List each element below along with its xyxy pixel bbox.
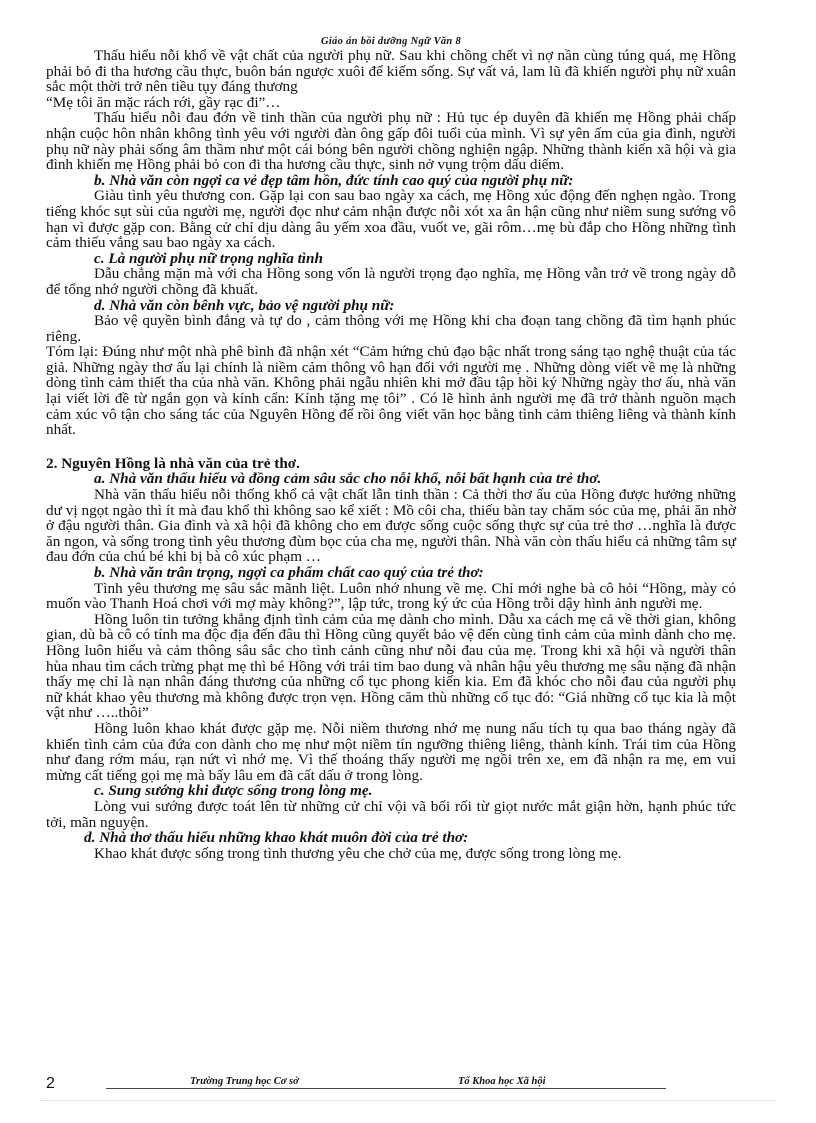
paragraph-9: Hồng luôn khao khát được gặp mẹ. Nỗi niềm thương nhớ mẹ nung nấu tích tụ qua bao tháng ngày đã khiến tình cảm của đứa con dành cho mẹ như một niềm tín ngưỡng thiêng liêng, thành kính. Trái tim của Hồng như đang rớm máu, rạn nứt vì nhớ mẹ. Vì thế thoáng thấy người mẹ ngồi trên xe, em đã nhận ra mẹ, em vui mừng cất tiếng gọi mẹ mà bấy lâu em đã cất dấu ở trong lòng. xyxy=(46,719,736,784)
page-number: 2 xyxy=(46,1075,55,1092)
paragraph-3: Giàu tình yêu thương con. Gặp lại con sau bao ngày xa cách, mẹ Hồng xúc động đến nghẹn ngào. Trong tiếng khóc sụt sùi của người mẹ, người đọc như cảm nhận được nỗi xót xa ân hận cũng như niềm sung sướng vô hạn vì được gặp con. Bằng cử chỉ dịu dàng âu yếm xoa đầu, vuốt ve, gãi rôm…mẹ bù đắp cho Hồng những tình cảm thiếu vắng sau bao ngày xa cách. xyxy=(46,187,736,252)
subheading-c: c. Là người phụ nữ trọng nghĩa tình xyxy=(94,249,323,267)
paragraph-quote-1: “Mẹ tôi ăn mặc rách rới, gầy rạc đi”… xyxy=(46,93,281,111)
paragraph-summary: Tóm lại: Đúng như một nhà phê bình đã nhận xét “Cảm hứng chủ đạo bậc nhất trong sáng tạo nghệ thuật của tác giả. Những ngày thơ ấu lại chính là niềm cảm thông vô hạn đối với người mẹ . Những dòng viết về mẹ là những dòng tình cảm thiết tha của nhà văn. Không phải ngẫu nhiên khi mở đầu tập hồi ký Những ngày thơ ấu, nhà văn lại viết lời đề từ ngắn gọn và kính cẩn: Kính tặng mẹ tôi” . Có lẽ hình ảnh người mẹ đã trở thành nguồn mạch cảm xúc vô tận cho sáng tác của Nguyên Hồng để rồi ông viết văn học bằng tình cảm thiêng liêng và thành kính nhất. xyxy=(46,343,736,439)
section-heading-2: 2. Nguyên Hồng là nhà văn của trẻ thơ. xyxy=(46,454,300,472)
page-header: Giáo án bồi dưỡng Ngữ Văn 8 xyxy=(320,36,462,47)
paragraph-7: Tình yêu thương mẹ sâu sắc mãnh liệt. Luôn nhớ nhung về mẹ. Chỉ mới nghe bà cô hỏi “Hồng, mày có muốn vào Thanh Hoá chơi với mợ mày không?”, lập tức, trong ký ức của Hồng trỗi dậy hình ảnh người mẹ. xyxy=(46,579,736,613)
page-footer xyxy=(106,1076,666,1089)
subheading-2b: b. Nhà văn trân trọng, ngợi ca phẩm chất cao quý của trẻ thơ: xyxy=(94,564,484,581)
paragraph-2: Thấu hiểu nỗi đau đớn về tinh thần của người phụ nữ : Hủ tục ép duyên đã khiến mẹ Hồng phải chấp nhận cuộc hôn nhân không tình yêu với người đàn ông gấp đôi tuổi của mình. Vì sự yên ấm của gia đình, người phụ nữ này phải sống âm thầm như một cái bóng bên người chồng nghiện ngập. Những thành kiến xã hội và gia đình khiến mẹ Hồng phải bỏ con đi tha hương cầu thực, sinh nở vụng trộm dấu diếm. xyxy=(46,109,736,174)
paragraph-5: Bảo vệ quyền bình đẳng và tự do , cảm thông với mẹ Hồng khi cha đoạn tang chồng đã tìm hạnh phúc riêng. xyxy=(46,312,736,345)
footer-school: Trường Trung học Cơ sở xyxy=(190,1076,299,1087)
footer-department: Tổ Khoa học Xã hội xyxy=(458,1076,546,1087)
subheading-d: d. Nhà văn còn bênh vực, bảo vệ người phụ nữ: xyxy=(94,296,395,314)
subheading-b: b. Nhà văn còn ngợi ca vẻ đẹp tâm hồn, đức tính cao quý của người phụ nữ: xyxy=(94,171,574,189)
paragraph-4: Dẫu chẳng mặn mà với cha Hồng song vốn là người trọng đạo nghĩa, mẹ Hồng vẫn trở về trong ngày dỗ để tổng nhớ người chồng đã khuất. xyxy=(46,265,736,298)
subheading-2a: a. Nhà văn thấu hiểu và đồng cảm sâu sắc cho nỗi khổ, nỗi bất hạnh của trẻ thơ. xyxy=(94,470,602,488)
document-page xyxy=(46,36,736,861)
subheading-2c: c. Sung sướng khi được sống trong lòng mẹ. xyxy=(94,782,373,800)
subheading-2d: d. Nhà thơ thấu hiểu những khao khát muôn đời của trẻ thơ: xyxy=(84,829,469,847)
paragraph-1: Thấu hiểu nỗi khổ về vật chất của người phụ nữ. Sau khi chồng chết vì nợ nần cùng túng quá, mẹ Hồng phải bỏ đi tha hương cầu thực, buôn bán ngược xuôi để kiếm sống. Sự vất vả, lam lũ đã khiến người phụ nữ xuân sắc một thời trở nên tiều tụy đáng thương xyxy=(46,47,736,96)
paragraph-8: Hồng luôn tin tưởng khẳng định tình cảm của mẹ dành cho mình. Dẫu xa cách mẹ cả về thời gian, không gian, dù bà cô có tính ma độc địa đến đâu thì Hồng cũng quyết bảo vệ đến cùng tình cảm của mình dành cho mẹ. Hồng luôn hiểu và cảm thông sâu sắc cho tình cảnh cũng như nỗi đau của mẹ. Trong khi xã hội và người thân hùa nhau tìm cách trừng phạt mẹ thì bé Hồng với trái tim bao dung và nhân hậu yêu thương mẹ sâu nặng đã nhận thấy mẹ chỉ là nạn nhân đáng thương của những cổ tục phong kiến kia. Em đã khóc cho nỗi đau của người phụ nữ khát khao yêu thương mà không được trọn vẹn. Hồng căm thù những cổ tục đó: “Giá những cổ tục kia là một vật như …..thôi” xyxy=(46,610,736,722)
paragraph-6: Nhà văn thấu hiểu nỗi thống khổ cả vật chất lẫn tinh thần : Cả thời thơ ấu của Hồng được hưởng những dư vị ngọt ngào thì ít mà đau khổ thì không sao kể xiết : Mồ côi cha, thiếu bàn tay chăm sóc của mẹ, phải ăn nhờ ở đậu người thân. Gia đình và xã hội đã không cho em được sống cuộc sống thực sự của trẻ thơ …nghĩa là được ăn ngon, và sống trong tình yêu thương đùm bọc của cha mẹ, người thân. Nhà văn còn thấu hiểu cả những tâm sự đau đớn của chú bé khi bị bà cô xúc phạm … xyxy=(46,486,736,566)
section-gap xyxy=(46,438,736,456)
paragraph-11: Khao khát được sống trong tình thương yêu che chở của mẹ, được sống trong lòng mẹ. xyxy=(94,844,622,862)
page-bottom-border xyxy=(40,1100,776,1101)
paragraph-10: Lòng vui sướng được toát lên từ những cử chỉ vội vã bối rối từ giọt nước mắt giận hờn, hạnh phúc tức tởi, mãn nguyện. xyxy=(46,797,736,831)
